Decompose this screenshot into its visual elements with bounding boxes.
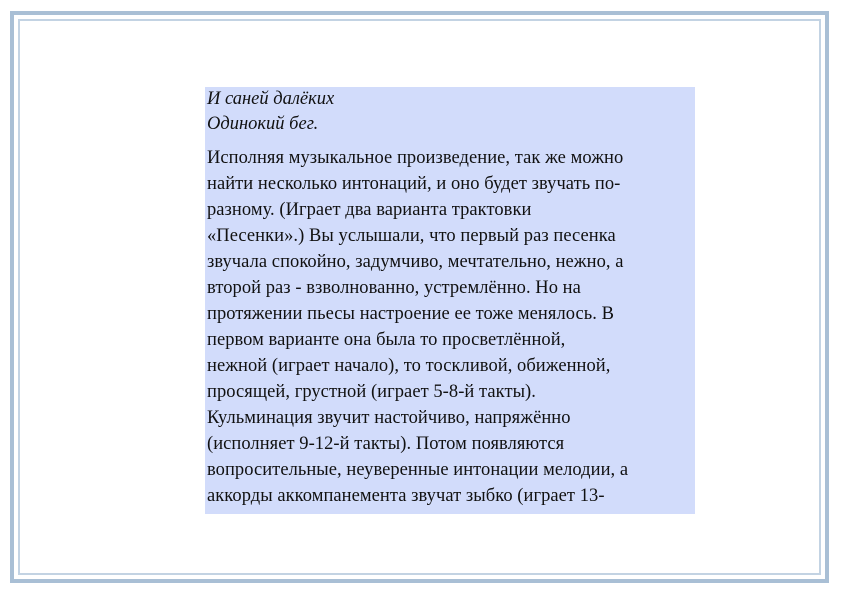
paragraph-line: разному. (Играет два варианта трактовки: [207, 200, 532, 220]
paragraph-line: протяжении пьесы настроение ее тоже менялось. В: [207, 304, 614, 324]
paragraph-line: аккорды аккомпанемента звучат зыбко (играет 13-: [207, 486, 605, 506]
paragraph-line: Исполняя музыкальное произведение, так же можно: [207, 148, 624, 168]
poem-line: Одинокий бег.: [207, 114, 319, 134]
paragraph-line: первом варианте она была то просветлённой,: [207, 330, 566, 350]
body-paragraph: [207, 145, 693, 509]
poem-excerpt: [207, 87, 693, 137]
paragraph-line: второй раз - взволнованно, устремлённо. Но на: [207, 278, 581, 298]
paragraph-line: Кульминация звучит настойчиво, напряжённо: [207, 408, 571, 428]
paragraph-line: «Песенки».) Вы услышали, что первый раз песенка: [207, 226, 616, 246]
paragraph-line: найти несколько интонаций, и оно будет звучать по-: [207, 174, 621, 194]
poem-line: И саней далёких: [207, 89, 335, 109]
paragraph-line: вопросительные, неуверенные интонации мелодии, а: [207, 460, 629, 480]
paragraph-line: просящей, грустной (играет 5-8-й такты).: [207, 382, 536, 402]
paragraph-line: (исполняет 9-12-й такты). Потом появляются: [207, 434, 565, 454]
paragraph-line: нежной (играет начало), то тоскливой, обиженной,: [207, 356, 611, 376]
text-box: [205, 87, 695, 514]
paragraph-line: звучала спокойно, задумчиво, мечтательно, нежно, а: [207, 252, 624, 272]
